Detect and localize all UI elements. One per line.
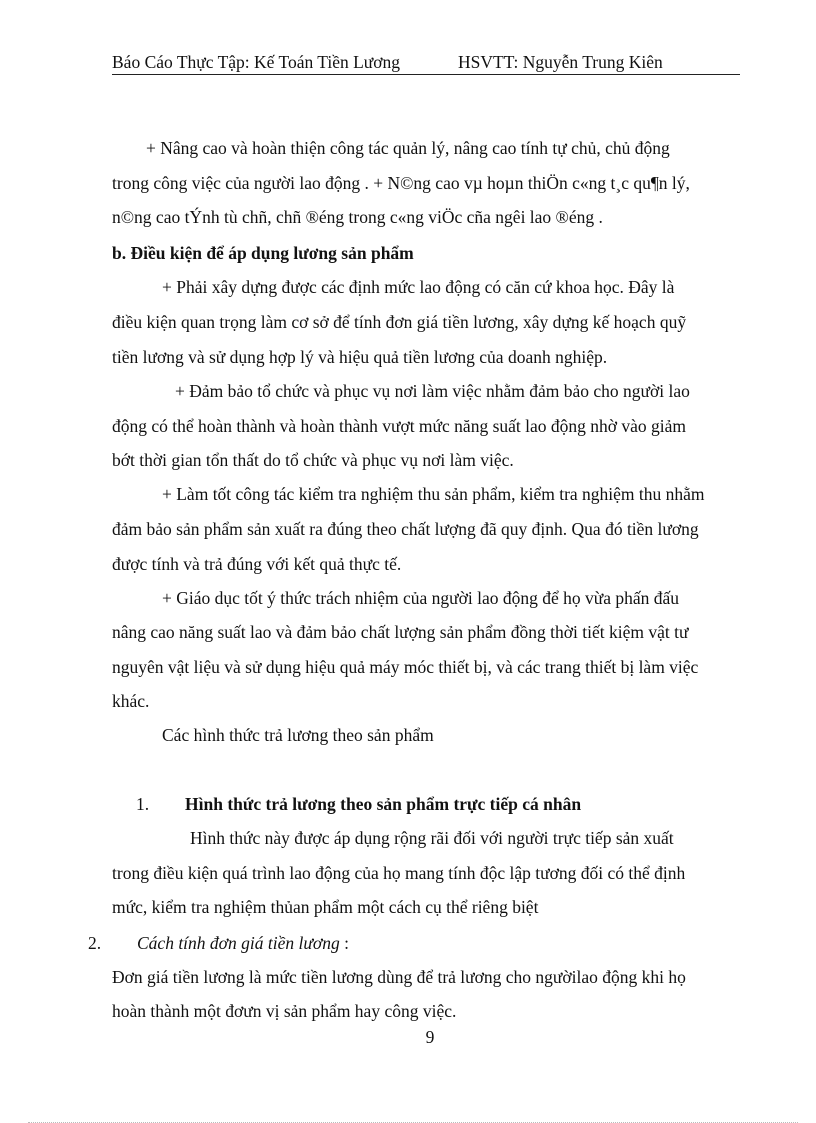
paragraph-line: Hình thức này được áp dụng rộng rãi đối với người trực tiếp sản xuất xyxy=(190,828,674,848)
section-heading: b. Điều kiện để áp dụng lương sản phẩm xyxy=(112,243,414,263)
page-header xyxy=(112,52,740,75)
header-author: HSVTT: Nguyễn Trung Kiên xyxy=(458,52,663,72)
paragraph-line: động có thể hoàn thành và hoàn thành vượt mức năng suất lao động nhờ vào giảm xyxy=(112,416,687,436)
list-item-title xyxy=(137,932,349,954)
paragraph-line: nguyên vật liệu và sử dụng hiệu quả máy móc thiết bị, và các trang thiết bị làm việc xyxy=(112,657,699,677)
paragraph-line: nâng cao năng suất lao và đảm bảo chất lượng sản phẩm đồng thời tiết kiệm vật tư xyxy=(112,622,689,642)
paragraph-line: Các hình thức trả lương theo sản phẩm xyxy=(162,725,434,745)
paragraph-line: + Làm tốt công tác kiểm tra nghiệm thu sản phẩm, kiểm tra nghiệm thu nhằm xyxy=(162,484,705,504)
paragraph-line: Đơn giá tiền lương là mức tiền lương dùng để trả lương cho ngườilao động khi họ xyxy=(112,967,686,987)
paragraph-line: điều kiện quan trọng làm cơ sở để tính đơn giá tiền lương, xây dựng kế hoạch quỹ xyxy=(112,312,687,332)
paragraph-line: đảm bảo sản phẩm sản xuất ra đúng theo chất lượng đã quy định. Qua đó tiền lương xyxy=(112,519,699,539)
paragraph-line: tiền lương và sử dụng hợp lý và hiệu quả tiền lương của doanh nghiệp. xyxy=(112,347,608,367)
list-item-title-text: Cách tính đơn giá tiền lương xyxy=(137,933,340,953)
paragraph-line: mức, kiểm tra nghiệm thủan phẩm một cách cụ thể riêng biệt xyxy=(112,897,539,917)
paragraph-line: + Giáo dục tốt ý thức trách nhiệm của người lao động để họ vừa phấn đấu xyxy=(162,588,680,608)
list-item-title: Hình thức trả lương theo sản phẩm trực tiếp cá nhân xyxy=(185,794,582,814)
page-number: 9 xyxy=(425,1027,435,1047)
paragraph-line: trong công việc của người lao động . + N©ng cao vµ hoµn thiÖn c«ng t¸c qu¶n lý, xyxy=(112,173,690,193)
paragraph-line: bớt thời gian tổn thất do tổ chức và phục vụ nơi làm việc. xyxy=(112,450,514,470)
paragraph-line: được tính và trả đúng với kết quả thực tế. xyxy=(112,554,402,574)
paragraph-line: n©ng cao tÝnh tù chñ, chñ ®éng trong c«ng viÖc cña ngêi lao ®éng . xyxy=(112,207,603,227)
list-number: 2. xyxy=(88,933,102,953)
paragraph-line: khác. xyxy=(112,691,150,711)
paragraph-line: hoàn thành một đơưn vị sản phẩm hay công việc. xyxy=(112,1001,457,1021)
header-report-title: Báo Cáo Thực Tập: Kế Toán Tiền Lương xyxy=(112,52,401,72)
paragraph-line: trong điều kiện quá trình lao động của họ mang tính độc lập tương đối có thể định xyxy=(112,863,686,883)
list-item-title-colon: : xyxy=(339,933,349,953)
list-number: 1. xyxy=(136,794,150,814)
paragraph-line: + Đảm bảo tổ chức và phục vụ nơi làm việc nhằm đảm bảo cho người lao xyxy=(175,381,690,401)
paragraph-line: + Nâng cao và hoàn thiện công tác quản lý, nâng cao tính tự chủ, chủ động xyxy=(146,138,670,158)
paragraph-line: + Phải xây dựng được các định mức lao động có căn cứ khoa học. Đây là xyxy=(162,277,675,297)
